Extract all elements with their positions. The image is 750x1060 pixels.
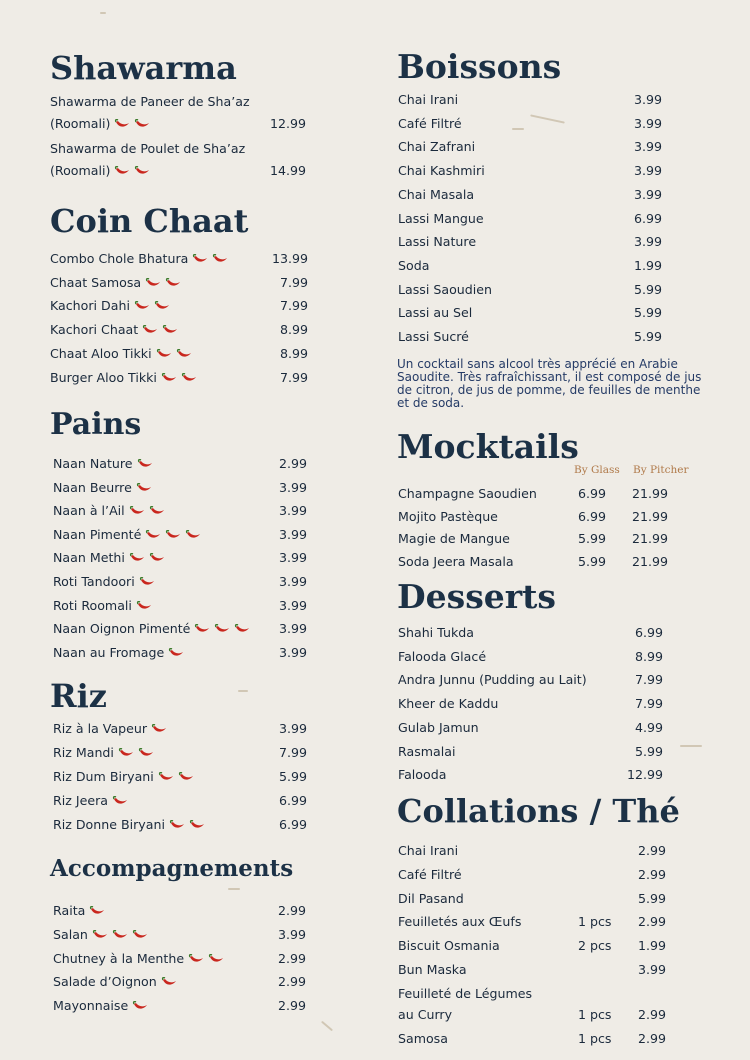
chili-pepper-icon: [136, 601, 152, 611]
item-name: Soda Jeera Masala: [398, 553, 514, 569]
chili-pepper-icon: [156, 349, 172, 359]
menu-item: [50, 91, 306, 113]
item-price: 5.99: [633, 329, 662, 344]
item-price: 3.99: [633, 92, 662, 107]
menu-item: [398, 840, 666, 862]
item-name: Lassi au Sel: [398, 305, 473, 321]
section-mocktails: [397, 427, 719, 466]
menu-item: [398, 231, 662, 253]
item-name: Chai Irani: [398, 92, 459, 107]
menu-item: [53, 453, 307, 475]
chili-pepper-icon: [158, 772, 174, 782]
chili-pepper-icon: [134, 166, 150, 176]
paper-fleck: [321, 1021, 333, 1032]
menu-item: [53, 718, 307, 740]
item-name: Chaat Samosa: [50, 272, 181, 294]
section-accompagnements: [50, 857, 312, 880]
item-name: Chai Kashmiri: [398, 163, 485, 179]
item-price: 3.99: [278, 526, 307, 542]
item-name: Chutney à la Menthe: [53, 948, 224, 970]
chili-pepper-icon: [178, 772, 194, 782]
menu-item: [398, 669, 663, 691]
item-price: 1.99: [633, 257, 662, 273]
menu-item: [53, 790, 307, 812]
item-name: Chaat Aloo Tikki: [50, 343, 192, 365]
section-pains: [50, 407, 312, 442]
item-name: Café Filtré: [398, 866, 462, 882]
item-price: 2.99: [637, 866, 666, 882]
item-price: 1.99: [637, 938, 666, 954]
menu-item: [398, 935, 666, 957]
section-title: Accompagnements: [50, 855, 294, 882]
chili-pepper-icon: [161, 977, 177, 987]
item-name: Raita: [53, 900, 105, 922]
menu-item: [53, 547, 307, 569]
chili-pepper-icon: [139, 577, 155, 587]
menu-item: [398, 302, 662, 324]
menu-item: [53, 642, 307, 664]
chili-pepper-icon: [145, 530, 161, 540]
item-name: Lassi Sucré: [398, 329, 469, 344]
menu-item: [53, 814, 307, 836]
section-desserts: [397, 577, 719, 616]
item-name: Salan: [53, 924, 148, 946]
item-name: Combo Chole Bhatura: [50, 248, 228, 270]
item-name: Burger Aloo Tikki: [50, 367, 197, 389]
item-name: Riz Jeera: [53, 790, 128, 812]
section-coin-chaat: [50, 202, 312, 240]
section-title: Collations / Thé: [397, 792, 680, 830]
chili-pepper-icon: [194, 624, 210, 634]
item-price: 8.99: [279, 345, 308, 361]
chili-pepper-icon: [188, 954, 204, 964]
item-price: 2.99: [277, 903, 306, 918]
item-name: Falooda: [398, 767, 447, 783]
section-title: Shawarma: [50, 49, 237, 87]
by-glass-header: By Glass: [574, 464, 620, 476]
item-name: Lassi Saoudien: [398, 281, 492, 297]
item-price: 3.99: [633, 139, 662, 155]
chili-pepper-icon: [192, 254, 208, 264]
item-name: Kachori Chaat: [50, 319, 178, 341]
item-price: 12.99: [626, 767, 663, 783]
menu-item: [53, 500, 307, 522]
item-price: 2.99: [637, 1030, 666, 1046]
item-name: Chai Irani: [398, 843, 459, 858]
menu-item: [398, 89, 662, 111]
item-price: 3.99: [278, 574, 307, 589]
menu-item: [398, 506, 668, 528]
menu-item: [53, 766, 307, 788]
chili-pepper-icon: [185, 530, 201, 540]
chili-pepper-icon: [208, 954, 224, 964]
item-price: 6.99: [634, 625, 663, 640]
chili-pepper-icon: [89, 906, 105, 916]
item-name: Naan Oignon Pimenté: [53, 618, 250, 640]
item-price: 5.99: [633, 281, 662, 297]
chili-pepper-icon: [151, 724, 167, 734]
menu-item: [53, 595, 307, 617]
menu-item: [50, 367, 308, 389]
chili-pepper-icon: [112, 796, 128, 806]
chili-pepper-icon: [154, 301, 170, 311]
section-title: Mocktails: [397, 427, 579, 466]
section-title: Boissons: [397, 47, 562, 86]
by-pitcher-header: By Pitcher: [633, 464, 689, 476]
chili-pepper-icon: [165, 278, 181, 288]
menu-item: [398, 646, 663, 668]
item-price: 5.99: [637, 890, 666, 906]
chili-pepper-icon: [212, 254, 228, 264]
section-collations-the: [397, 792, 719, 830]
menu-item: [398, 136, 662, 158]
chili-pepper-icon: [134, 301, 150, 311]
item-price: 2.99: [637, 1006, 666, 1022]
menu-item: [50, 248, 308, 270]
menu-item: [50, 343, 308, 365]
item-price: 2.99: [277, 998, 306, 1014]
chili-pepper-icon: [214, 624, 230, 634]
item-name: Kheer de Kaddu: [398, 696, 499, 712]
item-name: Falooda Glacé: [398, 648, 487, 664]
item-price: 5.99: [633, 305, 662, 321]
menu-item: [398, 741, 663, 763]
item-price: 2.99: [277, 950, 306, 966]
chili-pepper-icon: [169, 820, 185, 830]
item-name: Mayonnaise: [53, 995, 148, 1017]
item-price: 7.99: [279, 369, 308, 385]
item-quantity: 2 pcs: [578, 938, 612, 954]
chili-pepper-icon: [142, 325, 158, 335]
item-name: au Curry: [398, 1006, 453, 1022]
item-name: Dil Pasand: [398, 890, 464, 906]
item-price: 3.99: [633, 163, 662, 179]
item-name: Soda: [398, 257, 430, 273]
section-riz: [50, 677, 312, 715]
chili-pepper-icon: [132, 930, 148, 940]
item-name: Chai Masala: [398, 186, 475, 202]
item-price: 3.99: [278, 644, 307, 660]
menu-item: [50, 272, 308, 294]
menu-item: [398, 113, 662, 135]
menu-item: [50, 319, 308, 341]
price-by-pitcher: 21.99: [631, 531, 668, 547]
menu-item: [53, 571, 307, 593]
chili-pepper-icon: [162, 325, 178, 335]
menu-item: [398, 888, 666, 910]
item-name: Naan Methi: [53, 547, 165, 569]
item-price: 3.99: [278, 550, 307, 566]
item-name: Shawarma de Poulet de Sha’az: [50, 141, 246, 156]
item-price: 7.99: [279, 298, 308, 314]
menu-item: [398, 326, 662, 348]
menu-item: [398, 160, 662, 182]
item-name: Naan Nature: [53, 453, 153, 475]
menu-item: [398, 864, 666, 886]
item-name: Champagne Saoudien: [398, 486, 537, 501]
chili-pepper-icon: [114, 166, 130, 176]
item-price: 5.99: [278, 769, 307, 784]
menu-item: [398, 717, 663, 739]
item-price: 8.99: [634, 648, 663, 664]
chili-pepper-icon: [234, 624, 250, 634]
item-name: Lassi Nature: [398, 234, 477, 250]
item-price: 2.99: [277, 974, 306, 990]
item-name: Naan au Fromage: [53, 642, 184, 664]
item-name: Feuilleté de Légumes: [398, 985, 533, 1001]
item-name: Feuilletés aux Œufs: [398, 914, 522, 930]
item-price: 3.99: [278, 621, 307, 637]
menu-item: [398, 983, 666, 1005]
item-price: 7.99: [278, 745, 307, 760]
menu-item: [50, 138, 306, 160]
item-price: 7.99: [634, 696, 663, 712]
menu-item: [53, 477, 307, 499]
menu-item: [398, 1028, 666, 1050]
item-name: (Roomali): [50, 113, 150, 135]
chili-pepper-icon: [92, 930, 108, 940]
chili-pepper-icon: [149, 553, 165, 563]
chili-pepper-icon: [145, 278, 161, 288]
item-name: Bun Maska: [398, 962, 467, 977]
item-price: 3.99: [278, 597, 307, 613]
section-title: Riz: [50, 677, 107, 715]
menu-item: [398, 208, 662, 230]
item-price: 3.99: [633, 234, 662, 250]
menu-item: [398, 528, 668, 550]
menu-item: [398, 184, 662, 206]
menu-item: [398, 1004, 666, 1026]
item-quantity: 1 pcs: [578, 914, 612, 930]
item-name: Riz Dum Biryani: [53, 766, 194, 788]
section-shawarma: [50, 49, 312, 87]
item-price: 2.99: [637, 914, 666, 930]
item-name: Shahi Tukda: [398, 625, 474, 640]
menu-item: [398, 911, 666, 933]
section-title: Desserts: [397, 577, 556, 616]
section-boissons: [397, 47, 719, 86]
item-name: Gulab Jamun: [398, 719, 479, 735]
item-price: 6.99: [278, 793, 307, 808]
item-name: Roti Roomali: [53, 595, 152, 617]
menu-item: [53, 524, 307, 546]
menu-item: [53, 971, 306, 993]
price-by-glass: 5.99: [578, 531, 607, 547]
item-price: 3.99: [633, 115, 662, 131]
item-name: Mojito Pastèque: [398, 508, 498, 524]
item-price: 6.99: [633, 210, 662, 226]
item-price: 3.99: [278, 503, 307, 519]
item-name: Roti Tandoori: [53, 571, 155, 593]
chili-pepper-icon: [138, 748, 154, 758]
paper-fleck: [228, 888, 240, 890]
item-price: 2.99: [637, 843, 666, 858]
menu-item: [398, 255, 662, 277]
menu-item: [53, 948, 306, 970]
menu-item: [398, 764, 663, 786]
item-name: Biscuit Osmania: [398, 938, 500, 954]
item-price: 4.99: [634, 719, 663, 735]
price-by-glass: 6.99: [578, 508, 607, 524]
item-name: Kachori Dahi: [50, 295, 170, 317]
chili-pepper-icon: [129, 553, 145, 563]
menu-item: [53, 900, 306, 922]
menu-item: [398, 959, 666, 981]
menu-item: [50, 295, 308, 317]
menu-item: [50, 113, 306, 135]
item-price: 14.99: [269, 163, 306, 178]
item-price: 13.99: [271, 251, 308, 266]
lassi-saoudien-note: Un cocktail sans alcool très apprécié en Arabie Saoudite. Très rafraîchissant, il est composé de jus de citron, de jus de pomme, de feuilles de menthe et de soda.: [397, 357, 702, 410]
paper-fleck: [100, 12, 106, 14]
item-name: Riz Donne Biryani: [53, 814, 205, 836]
item-name: Andra Junnu (Pudding au Lait): [398, 672, 587, 688]
price-by-pitcher: 21.99: [631, 508, 668, 524]
menu-item: [398, 551, 668, 573]
item-name: (Roomali): [50, 160, 150, 182]
paper-fleck: [680, 745, 702, 747]
section-title: Pains: [50, 407, 142, 442]
item-name: Riz à la Vapeur: [53, 718, 167, 740]
menu-item: [398, 622, 663, 644]
item-price: 3.99: [633, 186, 662, 202]
chili-pepper-icon: [137, 459, 153, 469]
menu-item: [53, 924, 306, 946]
item-price: 7.99: [634, 672, 663, 688]
price-by-glass: 6.99: [578, 486, 607, 501]
item-quantity: 1 pcs: [578, 1006, 612, 1022]
item-name: Salade d’Oignon: [53, 971, 177, 993]
price-by-glass: 5.99: [578, 553, 607, 569]
item-price: 2.99: [278, 456, 307, 471]
chili-pepper-icon: [129, 506, 145, 516]
chili-pepper-icon: [114, 119, 130, 129]
item-price: 3.99: [277, 926, 306, 942]
item-name: Rasmalai: [398, 743, 456, 759]
item-name: Samosa: [398, 1030, 448, 1046]
item-name: Shawarma de Paneer de Sha’az: [50, 94, 250, 109]
item-name: Chai Zafrani: [398, 139, 476, 155]
menu-item: [398, 693, 663, 715]
price-by-pitcher: 21.99: [631, 486, 668, 501]
item-name: Naan Beurre: [53, 477, 152, 499]
item-price: 3.99: [637, 962, 666, 977]
chili-pepper-icon: [112, 930, 128, 940]
item-price: 5.99: [634, 743, 663, 759]
section-title: Coin Chaat: [50, 202, 249, 240]
item-price: 3.99: [278, 721, 307, 736]
chili-pepper-icon: [181, 373, 197, 383]
chili-pepper-icon: [165, 530, 181, 540]
menu-item: [53, 618, 307, 640]
menu-item: [398, 483, 668, 505]
chili-pepper-icon: [132, 1001, 148, 1011]
menu-item: [53, 995, 306, 1017]
item-price: 7.99: [279, 274, 308, 290]
item-name: Lassi Mangue: [398, 210, 484, 226]
chili-pepper-icon: [176, 349, 192, 359]
menu-item: [53, 742, 307, 764]
item-name: Café Filtré: [398, 115, 462, 131]
chili-pepper-icon: [118, 748, 134, 758]
item-name: Riz Mandi: [53, 742, 154, 764]
item-quantity: 1 pcs: [578, 1030, 612, 1046]
item-name: Naan Pimenté: [53, 524, 201, 546]
menu-item: [398, 279, 662, 301]
item-name: Magie de Mangue: [398, 531, 510, 547]
chili-pepper-icon: [189, 820, 205, 830]
item-price: 8.99: [279, 322, 308, 338]
menu-item: [50, 160, 306, 182]
chili-pepper-icon: [136, 483, 152, 493]
item-price: 3.99: [278, 479, 307, 495]
item-name: Naan à l’Ail: [53, 500, 165, 522]
chili-pepper-icon: [161, 373, 177, 383]
chili-pepper-icon: [149, 506, 165, 516]
price-by-pitcher: 21.99: [631, 553, 668, 569]
item-price: 6.99: [278, 817, 307, 832]
item-price: 12.99: [269, 116, 306, 131]
chili-pepper-icon: [134, 119, 150, 129]
chili-pepper-icon: [168, 648, 184, 658]
